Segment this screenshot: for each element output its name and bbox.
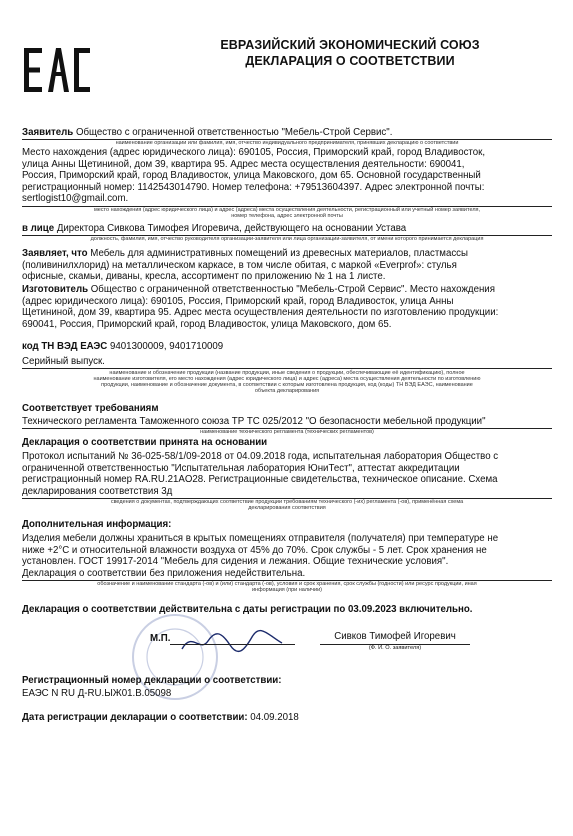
declares-line: офисные, скамьи, диваны, кресла, ассортимент по приложению № 1 на 1 листе. xyxy=(22,271,386,283)
applicant-label: Заявитель xyxy=(22,127,74,138)
basis-caption: декларирования соответствия xyxy=(248,505,326,511)
requirements-label-text: Соответствует требованиям xyxy=(22,403,159,414)
manufacturer-label: Изготовитель xyxy=(22,284,89,295)
tnved-label: код ТН ВЭД ЕАЭС xyxy=(22,341,108,352)
additional-line: ниже +2°C и относительной влажности воздуха от 45% до 70%. Срок службы - 5 лет. Срок хранения не xyxy=(22,544,487,556)
basis-line: декларирования соответствия 3д xyxy=(22,485,173,497)
director-prefix: в лице xyxy=(22,223,55,234)
address-line: sertlogist10@gmail.com. xyxy=(22,193,129,205)
basis-block xyxy=(22,451,552,497)
basis-caption: сведения о документах, подтверждающих соответствие продукции требованиям технического (-их) регламента (-ов), применённая схема xyxy=(110,499,464,505)
union-title: ЕВРАЗИЙСКИЙ ЭКОНОМИЧЕСКИЙ СОЮЗ xyxy=(220,38,480,52)
basis-line: ограниченной ответственностью "Испытательная лаборатория ЮниТест", аттестат аккредитации xyxy=(22,462,460,474)
tnved-value: 9401300009, 9401710009 xyxy=(110,341,224,352)
document-title: ДЕКЛАРАЦИЯ О СООТВЕТСТВИИ xyxy=(245,54,455,68)
address-caption: номер телефона, адрес электронной почты xyxy=(231,213,343,219)
manufacturer-line: (адрес юридического лица): 690105, Россия, Приморский край, город Владивосток, улица Анны xyxy=(22,295,454,307)
declares-line: Мебель для административных помещений из древесных материалов, пластмассы xyxy=(90,248,468,259)
address-caption: место нахождения (адрес юридического лица) и адрес (адреса) места осуществления деятельности, регистрационный или учетный номер заявителя, xyxy=(93,207,481,213)
director-text: Директора Сивкова Тимофея Игоревича, действующего на основании Устава xyxy=(56,223,407,234)
basis-label-text: Декларация о соответствии принята на основании xyxy=(22,437,268,448)
manufacturer-line: 690041, Россия, Приморский край, город Владивосток, улица Маковского, дом 65. xyxy=(22,318,392,330)
divider xyxy=(22,368,552,369)
applicant-name: Общество с ограниченной ответственностью "Мебель-Строй Сервис". xyxy=(75,127,393,138)
director-caption: должность, фамилия, имя, отчество руководителя организации-заявителя или лица организации-заявителя, от имени которого принимается декларация xyxy=(90,236,484,242)
product-caption: объекта декларирования xyxy=(254,388,320,394)
address-line: Россия, Приморский край, город Владивосток, улица Маковского, дом 65. Основной государственный xyxy=(22,170,481,182)
validity-date: 03.09.2023 включительно. xyxy=(348,604,473,615)
additional-caption: обозначение и наименование стандарта (-ов) и (или) стандарта (-ов), условия и срок хранения, срок службы (годности) или ресурс продукции, иная xyxy=(97,581,477,587)
additional-label-text: Дополнительная информация: xyxy=(22,519,172,530)
address-line: улица Анны Щетининой, дом 39, квартира 95. Адрес места осуществления деятельности: 690041, xyxy=(22,158,465,170)
reg-date-label: Дата регистрации декларации о соответствии: xyxy=(22,712,248,723)
additional-line: Изделия мебели должны храниться в крытых помещениях отправителя (получателя) при температуре не xyxy=(22,533,499,544)
registration-label xyxy=(22,675,552,687)
tnved-line xyxy=(22,341,552,353)
requirements-text: Технического регламента Таможенного союза ТР ТС 025/2012 "О безопасности мебельной продукции" xyxy=(22,416,486,427)
basis-line: Протокол испытаний № 36-025-58/1/09-2018 от 04.09.2018 года, испытательная лаборатория Общество с xyxy=(22,451,499,462)
address-line: Место нахождения (адрес юридического лица): 690105, Россия, Приморский край, город Владивосток, xyxy=(22,147,486,158)
declares-block xyxy=(22,248,552,283)
validity-text: Декларация о соответствии действительна с даты регистрации по xyxy=(22,604,346,615)
applicant-line xyxy=(22,127,552,139)
additional-caption: информация (при наличии) xyxy=(251,587,322,593)
serial-text: Серийный выпуск. xyxy=(22,356,105,367)
additional-block xyxy=(22,533,552,579)
requirements-caption: наименование технического регламента (технических регламентов) xyxy=(200,429,374,435)
registration-label-text: Регистрационный номер декларации о соответствии: xyxy=(22,675,282,686)
product-caption: наименование изготовителя, его место нахождения (адрес юридического лица) и адрес (адреса) места осуществления деятельности по изготовлению xyxy=(93,376,481,382)
reg-date-value: 04.09.2018 xyxy=(250,712,299,723)
product-caption: наименование и обозначение продукции (название продукции, иные сведения о продукции, обеспечивающие её идентификацию), полное xyxy=(109,370,465,376)
signer-caption: (Ф. И. О. заявителя) xyxy=(368,645,422,651)
manufacturer-block xyxy=(22,284,552,330)
handwritten-signature xyxy=(178,627,288,657)
basis-line: регистрационный номер RA.RU.21AO28. Регистрационные свидетельства, техническое описание. Схема xyxy=(22,474,498,486)
validity-line xyxy=(22,604,552,616)
declares-label: Заявляет, что xyxy=(22,248,88,259)
basis-label xyxy=(22,437,552,449)
signature-line xyxy=(170,644,295,645)
manufacturer-line: Общество с ограниченной ответственностью "Мебель-Строй Сервис". Место нахождения xyxy=(90,284,495,295)
additional-label xyxy=(22,519,552,531)
applicant-caption: наименование организации или фамилия, имя, отчество индивидуального предпринимателя, принявших декларацию о соответствии xyxy=(115,140,459,146)
requirements-label xyxy=(22,403,552,415)
address-line: регистрационный номер: 1142543014790. Номер телефона: +79513604397. Адрес электронной почты: xyxy=(22,181,485,193)
registration-number: ЕАЭС N RU Д-RU.ЫЖ01.В.05098 xyxy=(22,688,172,699)
reg-date-line xyxy=(22,712,552,724)
applicant-address xyxy=(22,147,552,205)
additional-line: установлен. ГОСТ 19917-2014 "Мебель для сидения и лежания. Общие технические условия". xyxy=(22,556,449,568)
signer-name: Сивков Тимофей Игоревич xyxy=(334,631,456,642)
director-line xyxy=(22,223,552,235)
additional-line: Декларация о соответствии без приложения недействительна. xyxy=(22,567,306,579)
eac-logo xyxy=(22,42,92,98)
product-caption: продукции, наименование и обозначение документа, в соответствии с которым изготовлена продукция, код (коды) ТН ВЭД ЕАЭС, наименование xyxy=(101,382,473,388)
declares-line: (поливинилхлорид) на металлическом каркасе, в том числе обитая, с маркой «Everprof»: стулья xyxy=(22,259,457,271)
manufacturer-line: Щетининой, дом 39, квартира 95. Адрес места осуществления деятельности по изготовлению продукции: xyxy=(22,307,499,319)
stamp-place-label: М.П. xyxy=(150,633,171,644)
